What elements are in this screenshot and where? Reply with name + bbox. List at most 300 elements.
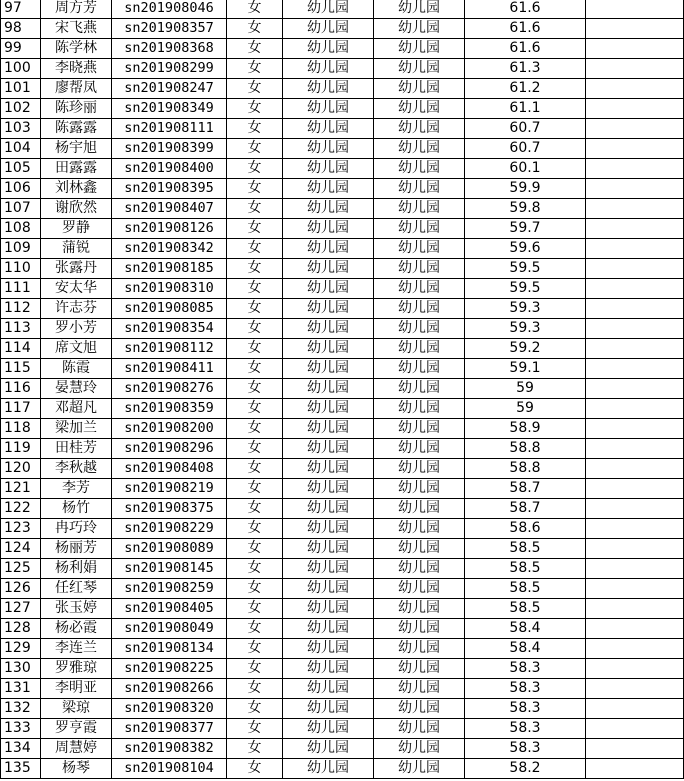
exam-id-cell: sn201908046 bbox=[112, 0, 227, 19]
exam-id-cell: sn201908342 bbox=[112, 239, 227, 259]
post-category-cell: 幼儿园 bbox=[374, 99, 465, 119]
table-row bbox=[1, 419, 684, 439]
post-category-cell: 幼儿园 bbox=[374, 279, 465, 299]
score-cell: 58.8 bbox=[465, 459, 586, 479]
post-cell: 幼儿园 bbox=[283, 59, 374, 79]
name-cell: 陈露露 bbox=[41, 119, 112, 139]
score-cell: 58.5 bbox=[465, 599, 586, 619]
row-number-cell: 124 bbox=[1, 539, 41, 559]
post-category-cell: 幼儿园 bbox=[374, 579, 465, 599]
table-row bbox=[1, 539, 684, 559]
name-cell: 罗雅琼 bbox=[41, 659, 112, 679]
gender-cell: 女 bbox=[227, 0, 283, 19]
gender-cell: 女 bbox=[227, 599, 283, 619]
name-cell: 许志芬 bbox=[41, 299, 112, 319]
exam-id-cell: sn201908145 bbox=[112, 559, 227, 579]
exam-id-cell: sn201908395 bbox=[112, 179, 227, 199]
score-cell: 58.6 bbox=[465, 519, 586, 539]
row-number-cell: 113 bbox=[1, 319, 41, 339]
post-cell: 幼儿园 bbox=[283, 339, 374, 359]
name-cell: 冉巧玲 bbox=[41, 519, 112, 539]
post-cell: 幼儿园 bbox=[283, 19, 374, 39]
post-category-cell: 幼儿园 bbox=[374, 719, 465, 739]
score-cell: 59.3 bbox=[465, 299, 586, 319]
exam-id-cell: sn201908400 bbox=[112, 159, 227, 179]
name-cell: 蒲锐 bbox=[41, 239, 112, 259]
gender-cell: 女 bbox=[227, 499, 283, 519]
table-row bbox=[1, 159, 684, 179]
row-number-cell: 130 bbox=[1, 659, 41, 679]
name-cell: 杨琴 bbox=[41, 759, 112, 779]
score-cell: 59.5 bbox=[465, 259, 586, 279]
score-cell: 61.6 bbox=[465, 39, 586, 59]
name-cell: 谢欣然 bbox=[41, 199, 112, 219]
row-number-cell: 107 bbox=[1, 199, 41, 219]
exam-id-cell: sn201908219 bbox=[112, 479, 227, 499]
score-cell: 58.2 bbox=[465, 759, 586, 779]
post-cell: 幼儿园 bbox=[283, 599, 374, 619]
name-cell: 梁加兰 bbox=[41, 419, 112, 439]
post-cell: 幼儿园 bbox=[283, 459, 374, 479]
blank-cell bbox=[586, 519, 684, 539]
exam-id-cell: sn201908357 bbox=[112, 19, 227, 39]
row-number-cell: 133 bbox=[1, 719, 41, 739]
table-row bbox=[1, 139, 684, 159]
name-cell: 陈学林 bbox=[41, 39, 112, 59]
gender-cell: 女 bbox=[227, 59, 283, 79]
name-cell: 安太华 bbox=[41, 279, 112, 299]
post-cell: 幼儿园 bbox=[283, 139, 374, 159]
name-cell: 宋飞燕 bbox=[41, 19, 112, 39]
post-category-cell: 幼儿园 bbox=[374, 419, 465, 439]
post-cell: 幼儿园 bbox=[283, 399, 374, 419]
name-cell: 李晓燕 bbox=[41, 59, 112, 79]
table-row bbox=[1, 59, 684, 79]
score-cell: 58.3 bbox=[465, 739, 586, 759]
blank-cell bbox=[586, 19, 684, 39]
blank-cell bbox=[586, 219, 684, 239]
blank-cell bbox=[586, 579, 684, 599]
blank-cell bbox=[586, 559, 684, 579]
exam-id-cell: sn201908408 bbox=[112, 459, 227, 479]
gender-cell: 女 bbox=[227, 399, 283, 419]
gender-cell: 女 bbox=[227, 19, 283, 39]
post-category-cell: 幼儿园 bbox=[374, 619, 465, 639]
row-number-cell: 118 bbox=[1, 419, 41, 439]
gender-cell: 女 bbox=[227, 99, 283, 119]
score-cell: 59.6 bbox=[465, 239, 586, 259]
exam-id-cell: sn201908368 bbox=[112, 39, 227, 59]
gender-cell: 女 bbox=[227, 679, 283, 699]
exam-id-cell: sn201908296 bbox=[112, 439, 227, 459]
score-cell: 59.7 bbox=[465, 219, 586, 239]
table-row bbox=[1, 399, 684, 419]
score-cell: 60.1 bbox=[465, 159, 586, 179]
gender-cell: 女 bbox=[227, 139, 283, 159]
blank-cell bbox=[586, 539, 684, 559]
row-number-cell: 123 bbox=[1, 519, 41, 539]
score-cell: 61.6 bbox=[465, 19, 586, 39]
post-cell: 幼儿园 bbox=[283, 279, 374, 299]
table-row bbox=[1, 559, 684, 579]
row-number-cell: 125 bbox=[1, 559, 41, 579]
gender-cell: 女 bbox=[227, 259, 283, 279]
blank-cell bbox=[586, 399, 684, 419]
name-cell: 李芳 bbox=[41, 479, 112, 499]
gender-cell: 女 bbox=[227, 459, 283, 479]
post-category-cell: 幼儿园 bbox=[374, 319, 465, 339]
blank-cell bbox=[586, 419, 684, 439]
post-category-cell: 幼儿园 bbox=[374, 519, 465, 539]
row-number-cell: 104 bbox=[1, 139, 41, 159]
score-cell: 58.5 bbox=[465, 559, 586, 579]
exam-id-cell: sn201908405 bbox=[112, 599, 227, 619]
post-category-cell: 幼儿园 bbox=[374, 259, 465, 279]
post-cell: 幼儿园 bbox=[283, 179, 374, 199]
exam-id-cell: sn201908377 bbox=[112, 719, 227, 739]
blank-cell bbox=[586, 479, 684, 499]
exam-id-cell: sn201908112 bbox=[112, 339, 227, 359]
row-number-cell: 115 bbox=[1, 359, 41, 379]
row-number-cell: 106 bbox=[1, 179, 41, 199]
row-number-cell: 108 bbox=[1, 219, 41, 239]
name-cell: 廖帮凤 bbox=[41, 79, 112, 99]
row-number-cell: 98 bbox=[1, 19, 41, 39]
exam-id-cell: sn201908049 bbox=[112, 619, 227, 639]
exam-id-cell: sn201908411 bbox=[112, 359, 227, 379]
gender-cell: 女 bbox=[227, 639, 283, 659]
blank-cell bbox=[586, 99, 684, 119]
name-cell: 杨竹 bbox=[41, 499, 112, 519]
row-number-cell: 132 bbox=[1, 699, 41, 719]
post-category-cell: 幼儿园 bbox=[374, 739, 465, 759]
exam-id-cell: sn201908375 bbox=[112, 499, 227, 519]
score-cell: 59.5 bbox=[465, 279, 586, 299]
score-cell: 59 bbox=[465, 399, 586, 419]
gender-cell: 女 bbox=[227, 619, 283, 639]
exam-id-cell: sn201908354 bbox=[112, 319, 227, 339]
post-cell: 幼儿园 bbox=[283, 299, 374, 319]
gender-cell: 女 bbox=[227, 579, 283, 599]
score-cell: 58.5 bbox=[465, 579, 586, 599]
row-number-cell: 110 bbox=[1, 259, 41, 279]
table-row bbox=[1, 659, 684, 679]
table-row bbox=[1, 39, 684, 59]
name-cell: 陈霞 bbox=[41, 359, 112, 379]
row-number-cell: 121 bbox=[1, 479, 41, 499]
name-cell: 梁琼 bbox=[41, 699, 112, 719]
table-row bbox=[1, 259, 684, 279]
name-cell: 陈珍丽 bbox=[41, 99, 112, 119]
post-category-cell: 幼儿园 bbox=[374, 479, 465, 499]
row-number-cell: 116 bbox=[1, 379, 41, 399]
post-category-cell: 幼儿园 bbox=[374, 79, 465, 99]
table-row bbox=[1, 379, 684, 399]
post-cell: 幼儿园 bbox=[283, 359, 374, 379]
post-cell: 幼儿园 bbox=[283, 0, 374, 19]
table-row bbox=[1, 619, 684, 639]
post-cell: 幼儿园 bbox=[283, 479, 374, 499]
name-cell: 李秋越 bbox=[41, 459, 112, 479]
gender-cell: 女 bbox=[227, 539, 283, 559]
table-row bbox=[1, 19, 684, 39]
blank-cell bbox=[586, 499, 684, 519]
table-row bbox=[1, 319, 684, 339]
gender-cell: 女 bbox=[227, 339, 283, 359]
blank-cell bbox=[586, 319, 684, 339]
table-row bbox=[1, 299, 684, 319]
score-cell: 59.9 bbox=[465, 179, 586, 199]
score-cell: 60.7 bbox=[465, 139, 586, 159]
row-number-cell: 109 bbox=[1, 239, 41, 259]
post-cell: 幼儿园 bbox=[283, 239, 374, 259]
post-category-cell: 幼儿园 bbox=[374, 659, 465, 679]
name-cell: 罗静 bbox=[41, 219, 112, 239]
post-category-cell: 幼儿园 bbox=[374, 39, 465, 59]
post-cell: 幼儿园 bbox=[283, 259, 374, 279]
post-category-cell: 幼儿园 bbox=[374, 339, 465, 359]
gender-cell: 女 bbox=[227, 239, 283, 259]
table-row bbox=[1, 699, 684, 719]
table-row bbox=[1, 599, 684, 619]
row-number-cell: 126 bbox=[1, 579, 41, 599]
score-cell: 58.7 bbox=[465, 499, 586, 519]
score-cell: 58.3 bbox=[465, 679, 586, 699]
score-cell: 58.8 bbox=[465, 439, 586, 459]
table-row bbox=[1, 79, 684, 99]
post-cell: 幼儿园 bbox=[283, 679, 374, 699]
blank-cell bbox=[586, 699, 684, 719]
post-category-cell: 幼儿园 bbox=[374, 599, 465, 619]
score-cell: 58.4 bbox=[465, 619, 586, 639]
post-category-cell: 幼儿园 bbox=[374, 679, 465, 699]
name-cell: 杨利娟 bbox=[41, 559, 112, 579]
table-row bbox=[1, 0, 684, 19]
blank-cell bbox=[586, 159, 684, 179]
blank-cell bbox=[586, 339, 684, 359]
row-number-cell: 101 bbox=[1, 79, 41, 99]
row-number-cell: 102 bbox=[1, 99, 41, 119]
row-number-cell: 112 bbox=[1, 299, 41, 319]
name-cell: 李连兰 bbox=[41, 639, 112, 659]
row-number-cell: 97 bbox=[1, 0, 41, 19]
score-cell: 59 bbox=[465, 379, 586, 399]
score-cell: 59.1 bbox=[465, 359, 586, 379]
score-cell: 58.4 bbox=[465, 639, 586, 659]
row-number-cell: 100 bbox=[1, 59, 41, 79]
gender-cell: 女 bbox=[227, 419, 283, 439]
blank-cell bbox=[586, 659, 684, 679]
name-cell: 杨宇旭 bbox=[41, 139, 112, 159]
exam-id-cell: sn201908247 bbox=[112, 79, 227, 99]
exam-id-cell: sn201908111 bbox=[112, 119, 227, 139]
blank-cell bbox=[586, 439, 684, 459]
blank-cell bbox=[586, 619, 684, 639]
exam-id-cell: sn201908310 bbox=[112, 279, 227, 299]
gender-cell: 女 bbox=[227, 559, 283, 579]
score-cell: 61.3 bbox=[465, 59, 586, 79]
table-row bbox=[1, 99, 684, 119]
table-row bbox=[1, 179, 684, 199]
gender-cell: 女 bbox=[227, 479, 283, 499]
post-cell: 幼儿园 bbox=[283, 719, 374, 739]
name-cell: 周慧婷 bbox=[41, 739, 112, 759]
row-number-cell: 114 bbox=[1, 339, 41, 359]
name-cell: 刘林鑫 bbox=[41, 179, 112, 199]
row-number-cell: 120 bbox=[1, 459, 41, 479]
table-row bbox=[1, 459, 684, 479]
gender-cell: 女 bbox=[227, 219, 283, 239]
name-cell: 晏慧玲 bbox=[41, 379, 112, 399]
post-category-cell: 幼儿园 bbox=[374, 759, 465, 779]
row-number-cell: 134 bbox=[1, 739, 41, 759]
post-category-cell: 幼儿园 bbox=[374, 0, 465, 19]
table-row bbox=[1, 759, 684, 779]
row-number-cell: 129 bbox=[1, 639, 41, 659]
gender-cell: 女 bbox=[227, 39, 283, 59]
post-category-cell: 幼儿园 bbox=[374, 159, 465, 179]
row-number-cell: 117 bbox=[1, 399, 41, 419]
post-category-cell: 幼儿园 bbox=[374, 19, 465, 39]
post-cell: 幼儿园 bbox=[283, 79, 374, 99]
post-cell: 幼儿园 bbox=[283, 639, 374, 659]
score-cell: 59.3 bbox=[465, 319, 586, 339]
table-row bbox=[1, 579, 684, 599]
row-number-cell: 131 bbox=[1, 679, 41, 699]
row-number-cell: 119 bbox=[1, 439, 41, 459]
score-cell: 61.6 bbox=[465, 0, 586, 19]
table-row bbox=[1, 359, 684, 379]
name-cell: 张露丹 bbox=[41, 259, 112, 279]
exam-id-cell: sn201908299 bbox=[112, 59, 227, 79]
blank-cell bbox=[586, 719, 684, 739]
table-row bbox=[1, 499, 684, 519]
exam-id-cell: sn201908225 bbox=[112, 659, 227, 679]
blank-cell bbox=[586, 739, 684, 759]
table-row bbox=[1, 639, 684, 659]
score-cell: 59.8 bbox=[465, 199, 586, 219]
score-cell: 59.2 bbox=[465, 339, 586, 359]
post-cell: 幼儿园 bbox=[283, 659, 374, 679]
post-cell: 幼儿园 bbox=[283, 159, 374, 179]
exam-id-cell: sn201908085 bbox=[112, 299, 227, 319]
gender-cell: 女 bbox=[227, 719, 283, 739]
row-number-cell: 135 bbox=[1, 759, 41, 779]
gender-cell: 女 bbox=[227, 319, 283, 339]
row-number-cell: 99 bbox=[1, 39, 41, 59]
score-cell: 58.3 bbox=[465, 699, 586, 719]
blank-cell bbox=[586, 279, 684, 299]
exam-id-cell: sn201908259 bbox=[112, 579, 227, 599]
exam-id-cell: sn201908399 bbox=[112, 139, 227, 159]
blank-cell bbox=[586, 119, 684, 139]
post-cell: 幼儿园 bbox=[283, 219, 374, 239]
gender-cell: 女 bbox=[227, 159, 283, 179]
post-cell: 幼儿园 bbox=[283, 519, 374, 539]
post-cell: 幼儿园 bbox=[283, 539, 374, 559]
post-cell: 幼儿园 bbox=[283, 119, 374, 139]
exam-id-cell: sn201908349 bbox=[112, 99, 227, 119]
gender-cell: 女 bbox=[227, 119, 283, 139]
blank-cell bbox=[586, 679, 684, 699]
post-cell: 幼儿园 bbox=[283, 619, 374, 639]
exam-id-cell: sn201908229 bbox=[112, 519, 227, 539]
table-row bbox=[1, 719, 684, 739]
post-category-cell: 幼儿园 bbox=[374, 539, 465, 559]
gender-cell: 女 bbox=[227, 79, 283, 99]
post-cell: 幼儿园 bbox=[283, 419, 374, 439]
score-cell: 58.3 bbox=[465, 719, 586, 739]
row-number-cell: 111 bbox=[1, 279, 41, 299]
name-cell: 罗亨霞 bbox=[41, 719, 112, 739]
post-cell: 幼儿园 bbox=[283, 39, 374, 59]
post-cell: 幼儿园 bbox=[283, 439, 374, 459]
post-cell: 幼儿园 bbox=[283, 319, 374, 339]
table-row bbox=[1, 479, 684, 499]
post-category-cell: 幼儿园 bbox=[374, 179, 465, 199]
gender-cell: 女 bbox=[227, 199, 283, 219]
score-cell: 61.2 bbox=[465, 79, 586, 99]
exam-id-cell: sn201908104 bbox=[112, 759, 227, 779]
post-category-cell: 幼儿园 bbox=[374, 379, 465, 399]
exam-id-cell: sn201908320 bbox=[112, 699, 227, 719]
name-cell: 杨丽芳 bbox=[41, 539, 112, 559]
score-cell: 58.5 bbox=[465, 539, 586, 559]
table-row bbox=[1, 199, 684, 219]
row-number-cell: 103 bbox=[1, 119, 41, 139]
exam-id-cell: sn201908266 bbox=[112, 679, 227, 699]
row-number-cell: 127 bbox=[1, 599, 41, 619]
post-cell: 幼儿园 bbox=[283, 499, 374, 519]
gender-cell: 女 bbox=[227, 299, 283, 319]
blank-cell bbox=[586, 79, 684, 99]
exam-id-cell: sn201908382 bbox=[112, 739, 227, 759]
row-number-cell: 122 bbox=[1, 499, 41, 519]
post-cell: 幼儿园 bbox=[283, 699, 374, 719]
blank-cell bbox=[586, 0, 684, 19]
name-cell: 杨必霞 bbox=[41, 619, 112, 639]
table-body bbox=[1, 0, 684, 779]
blank-cell bbox=[586, 759, 684, 779]
gender-cell: 女 bbox=[227, 739, 283, 759]
blank-cell bbox=[586, 239, 684, 259]
exam-id-cell: sn201908200 bbox=[112, 419, 227, 439]
exam-id-cell: sn201908359 bbox=[112, 399, 227, 419]
post-category-cell: 幼儿园 bbox=[374, 219, 465, 239]
blank-cell bbox=[586, 639, 684, 659]
table-row bbox=[1, 679, 684, 699]
row-number-cell: 128 bbox=[1, 619, 41, 639]
gender-cell: 女 bbox=[227, 519, 283, 539]
exam-id-cell: sn201908407 bbox=[112, 199, 227, 219]
blank-cell bbox=[586, 39, 684, 59]
exam-id-cell: sn201908126 bbox=[112, 219, 227, 239]
name-cell: 田露露 bbox=[41, 159, 112, 179]
blank-cell bbox=[586, 59, 684, 79]
table-row bbox=[1, 739, 684, 759]
name-cell: 任红琴 bbox=[41, 579, 112, 599]
gender-cell: 女 bbox=[227, 179, 283, 199]
table-row bbox=[1, 279, 684, 299]
post-category-cell: 幼儿园 bbox=[374, 199, 465, 219]
post-category-cell: 幼儿园 bbox=[374, 239, 465, 259]
post-category-cell: 幼儿园 bbox=[374, 439, 465, 459]
score-cell: 58.3 bbox=[465, 659, 586, 679]
post-cell: 幼儿园 bbox=[283, 579, 374, 599]
post-category-cell: 幼儿园 bbox=[374, 639, 465, 659]
blank-cell bbox=[586, 139, 684, 159]
table-row bbox=[1, 119, 684, 139]
